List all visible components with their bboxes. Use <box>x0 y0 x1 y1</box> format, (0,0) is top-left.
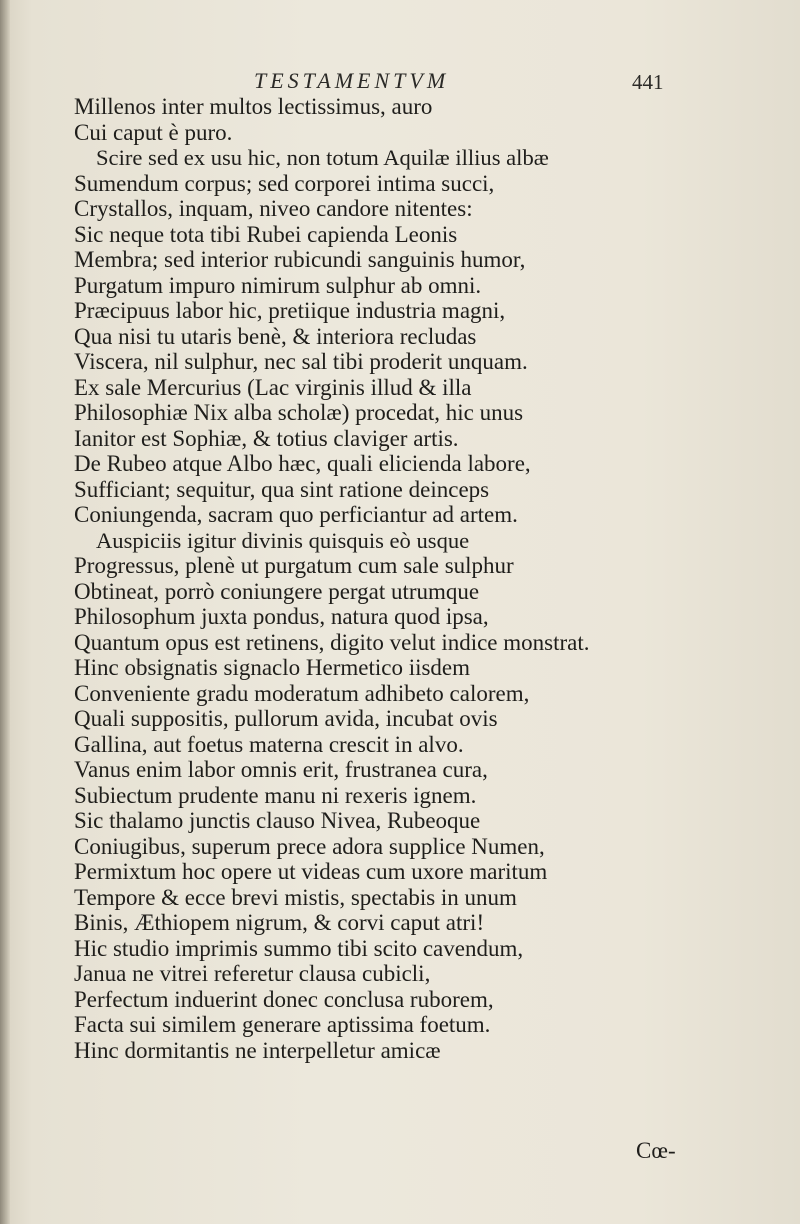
verse-line: Ex sale Mercurius (Lac virginis illud & illa <box>74 374 472 400</box>
verse-line: Perfectum induerint donec conclusa ruborem, <box>74 986 494 1012</box>
verse-line: Sic neque tota tibi Rubei capienda Leonis <box>74 221 458 247</box>
verse-line: Membra; sed interior rubicundi sanguinis humor, <box>74 247 526 272</box>
verse-line: Cui caput è puro. <box>74 119 233 145</box>
verse-line: Millenos inter multos lectissimus, auro <box>74 94 433 119</box>
verse-line: Facta sui similem generare aptissima foetum. <box>74 1012 491 1037</box>
verse-line: Sic thalamo junctis clauso Nivea, Rubeoque <box>74 808 481 833</box>
verse-line: Ianitor est Sophiæ, & totius claviger artis. <box>74 425 459 451</box>
verse-line: Sumendum corpus; sed corporei intima succi, <box>74 170 495 196</box>
verse-line: Auspiciis igitur divinis quisquis eò usque <box>96 527 470 553</box>
verse-line: Vanus enim labor omnis erit, frustranea cura, <box>74 757 488 782</box>
verse-line: Hinc obsignatis signaclo Hermetico iisdem <box>74 655 471 680</box>
verse-line: Præcipuus labor hic, pretiique industria magni, <box>74 298 506 323</box>
verse-line: Obtineat, porrò coniungere pergat utrumque <box>74 578 480 604</box>
verse-line: Crystallos, inquam, niveo candore nitentes: <box>74 196 473 221</box>
verse-line: Quantum opus est retinens, digito velut indice monstrat. <box>74 629 590 655</box>
verse-line: Viscera, nil sulphur, nec sal tibi proderit unquam. <box>74 349 528 374</box>
verse-line: Subiectum prudente manu ni rexeris ignem. <box>74 782 477 808</box>
catchword: Cœ- <box>636 1138 676 1163</box>
verse-line: Hinc dormitantis ne interpelletur amicæ <box>74 1037 441 1063</box>
verse-line: Quali suppositis, pullorum avida, incubat ovis <box>74 706 498 731</box>
verse-line: Gallina, aut foetus materna crescit in alvo. <box>74 731 464 757</box>
verse-line: Hic studio imprimis summo tibi scito cavendum, <box>74 935 524 961</box>
verse-text-block <box>74 94 754 1063</box>
running-title: TESTAMENTVM <box>254 68 450 93</box>
verse-line: Sufficiant; sequitur, qua sint ratione deinceps <box>74 476 490 502</box>
verse-line: Binis, Æthiopem nigrum, & corvi caput atri! <box>74 910 485 935</box>
page-number: 441 <box>632 70 664 94</box>
verse-line: Philosophum juxta pondus, natura quod ipsa, <box>74 604 489 629</box>
verse-line: Purgatum impuro nimirum sulphur ab omni. <box>74 272 482 298</box>
verse-line: Conveniente gradu moderatum adhibeto calorem, <box>74 680 530 706</box>
page-gutter <box>0 0 10 1224</box>
verse-line: Philosophiæ Nix alba scholæ) procedat, hic unus <box>74 400 524 425</box>
verse-line: Coniugibus, superum prece adora supplice Numen, <box>74 833 545 859</box>
verse-line: Janua ne vitrei referetur clausa cubicli, <box>74 961 431 986</box>
verse-line: Permixtum hoc opere ut videas cum uxore maritum <box>74 859 548 884</box>
verse-line: Tempore & ecce brevi mistis, spectabis in unum <box>74 884 517 910</box>
verse-line: Progressus, plenè ut purgatum cum sale sulphur <box>74 553 514 578</box>
verse-line: De Rubeo atque Albo hæc, quali elicienda labore, <box>74 451 531 476</box>
verse-line: Coniungenda, sacram quo perficiantur ad artem. <box>74 502 518 527</box>
verse-line: Scire sed ex usu hic, non totum Aquilæ illius albæ <box>96 145 549 170</box>
verse-line: Qua nisi tu utaris benè, & interiora recludas <box>74 323 477 349</box>
